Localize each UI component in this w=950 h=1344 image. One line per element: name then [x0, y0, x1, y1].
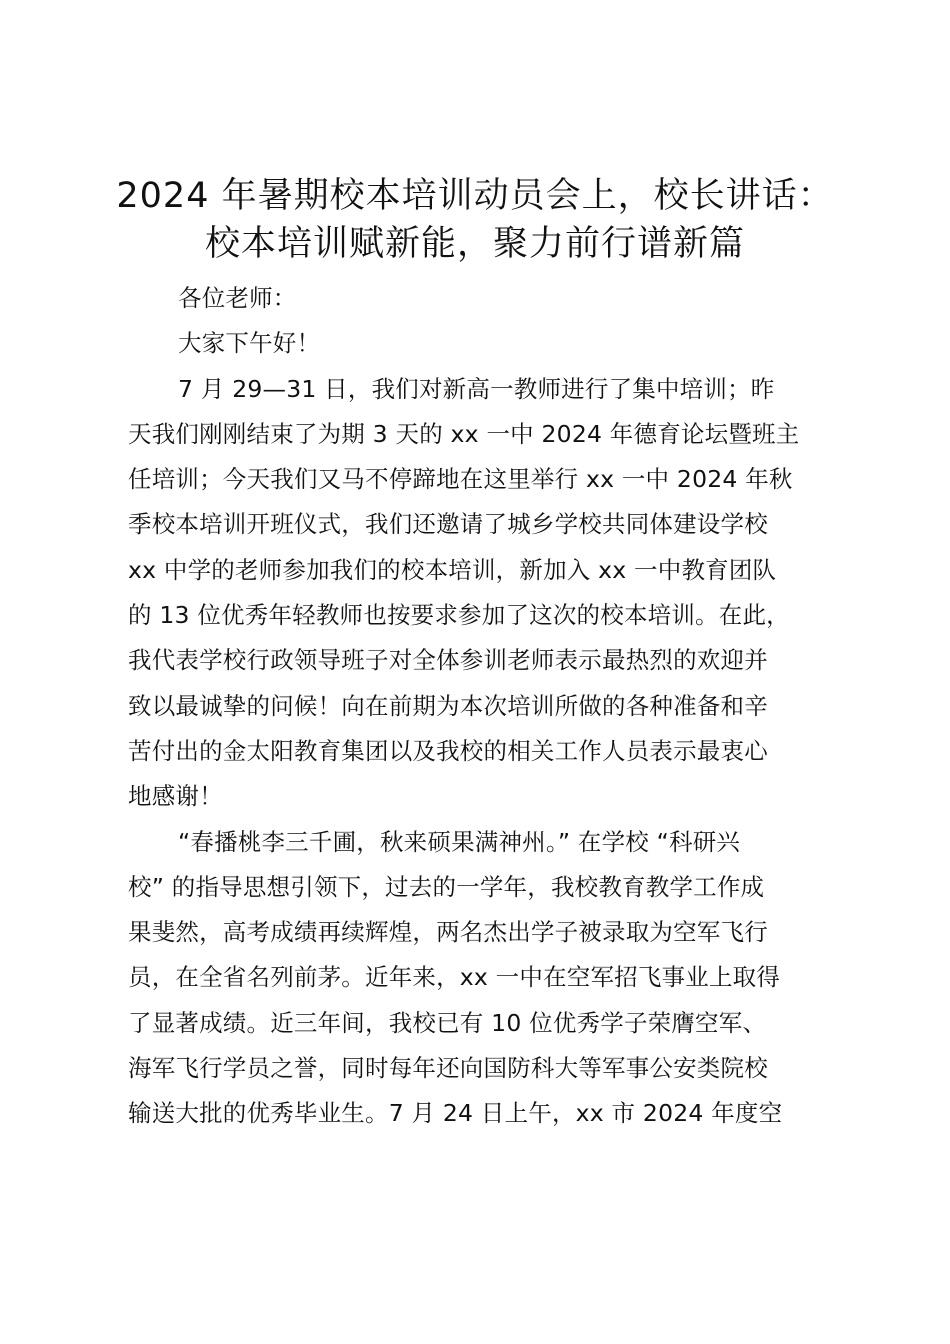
paragraph-1-line: 致以最诚挚的问候！向在前期为本次培训所做的各种准备和辛 — [128, 691, 768, 720]
paragraph-1-line: 天我们刚刚结束了为期 3 天的 xx 一中 2024 年德育论坛暨班主 — [128, 419, 800, 448]
paragraph-1-line: 苦付出的金太阳教育集团以及我校的相关工作人员表示最衷心 — [128, 736, 768, 765]
paragraph-2-line: 员，在全省名列前茅。近年来，xx 一中在空军招飞事业上取得 — [128, 963, 781, 992]
title-line-2: 校本培训赋新能，聚力前行谱新篇 — [204, 224, 745, 264]
paragraph-2-line: 果斐然，高考成绩再续辉煌，两名杰出学子被录取为空军飞行 — [128, 918, 768, 947]
paragraph-2-line: 了显著成绩。近三年间，我校已有 10 位优秀学子荣膺空军、 — [128, 1008, 767, 1037]
document-body — [128, 276, 848, 1137]
paragraph-1-line: 我代表学校行政领导班子对全体参训老师表示最热烈的欢迎并 — [128, 646, 768, 675]
title-line-1: 2024 年暑期校本培训动员会上，校长讲话： — [116, 176, 834, 216]
paragraph-2-line: 输送大批的优秀毕业生。7 月 24 日上午，xx 市 2024 年度空 — [128, 1099, 783, 1128]
paragraph-1-line: 的 13 位优秀年轻教师也按要求参加了这次的校本培训。在此， — [128, 601, 790, 630]
paragraph-2-line: 校” 的指导思想引领下，过去的一学年，我校教育教学工作成 — [128, 872, 765, 901]
greeting: 大家下午好！ — [178, 329, 321, 358]
salutation: 各位老师： — [178, 284, 297, 312]
paragraph-1-line: 季校本培训开班仪式，我们还邀请了城乡学校共同体建设学校 — [128, 510, 768, 539]
paragraph-1-line: 7 月 29—31 日，我们对新高一教师进行了集中培训；昨 — [178, 374, 775, 403]
paragraph-1-line: xx 中学的老师参加我们的校本培训，新加入 xx 一中教育团队 — [128, 555, 777, 584]
paragraph-1-line: 任培训；今天我们又马不停蹄地在这里举行 xx 一中 2024 年秋 — [128, 465, 793, 494]
document-title — [100, 172, 850, 268]
paragraph-2-line: “春播桃李三千圃，秋来硕果满神州。” 在学校 “科研兴 — [178, 827, 741, 856]
paragraph-2-line: 海军飞行学员之誉，同时每年还向国防科大等军事公安类院校 — [128, 1054, 768, 1083]
paragraph-1-line: 地感谢！ — [128, 782, 223, 811]
